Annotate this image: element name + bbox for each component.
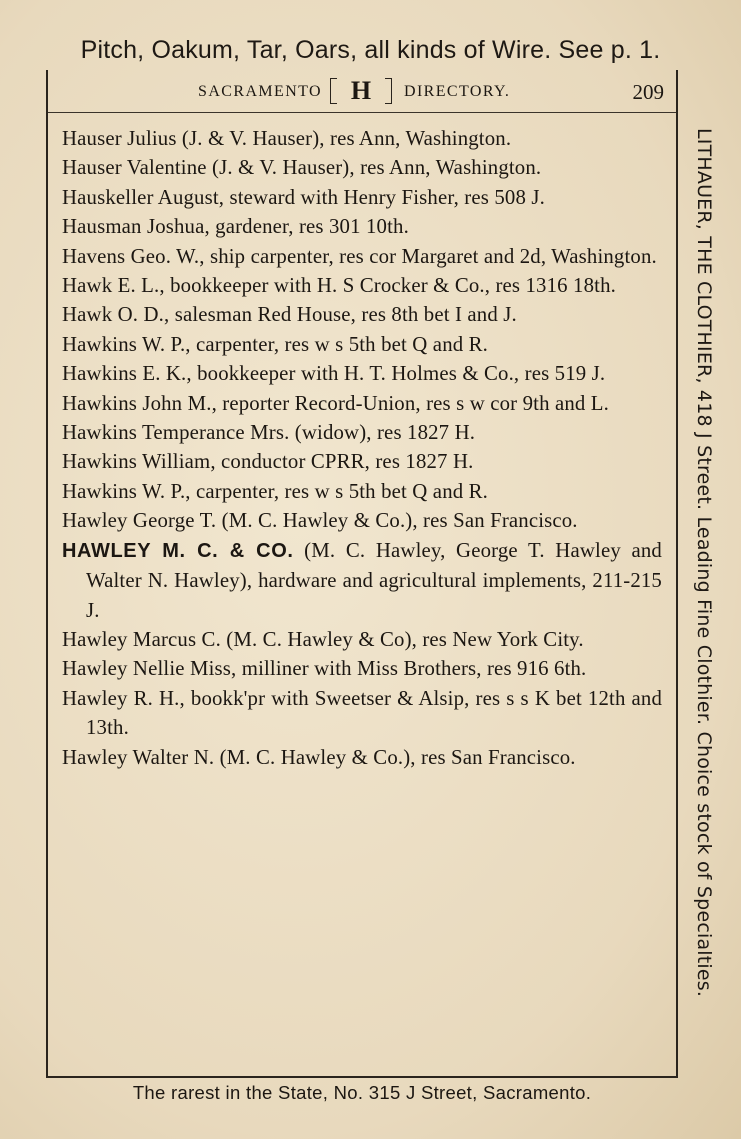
directory-entry: Hawkins Temperance Mrs. (widow), res 1827 H. — [62, 421, 476, 445]
header-city: SACRAMENTO — [198, 83, 322, 100]
directory-entry: Hawk E. L., bookkeeper with H. S Crocker & Co., res 1316 18th. — [62, 274, 616, 298]
frame-bottom-rule — [46, 1076, 678, 1078]
directory-entries — [62, 124, 662, 772]
frame-left-rule — [46, 70, 48, 1078]
header-section-letter: H — [330, 76, 392, 106]
header-rule — [48, 112, 676, 113]
directory-entry: Hawkins E. K., bookkeeper with H. T. Holmes & Co., res 519 J. — [62, 362, 606, 386]
directory-entry: Hawkins William, conductor CPRR, res 1827 H. — [62, 450, 474, 474]
directory-entry: Hawkins W. P., carpenter, res w s 5th bet Q and R. — [62, 332, 489, 356]
header-directory-label: DIRECTORY. — [404, 83, 511, 100]
directory-entry: Hawley R. H., bookk'pr with Sweetser & Alsip, res s s K bet 12th and 13th. — [62, 686, 662, 740]
directory-entry-featured — [62, 536, 662, 625]
featured-business-name: HAWLEY M. C. & CO. — [62, 539, 294, 562]
directory-entry: Hawley Nellie Miss, milliner with Miss Brothers, res 916 6th. — [62, 657, 587, 681]
directory-entry: Hauser Valentine (J. & V. Hauser), res Ann, Washington. — [62, 156, 542, 180]
bottom-advertisement: The rarest in the State, No. 315 J Street, Sacramento. — [132, 1082, 592, 1103]
directory-entry: Hawley George T. (M. C. Hawley & Co.), res San Francisco. — [62, 509, 578, 533]
directory-entry: Hawley Walter N. (M. C. Hawley & Co.), res San Francisco. — [62, 745, 576, 769]
directory-entry: Hauser Julius (J. & V. Hauser), res Ann, Washington. — [62, 127, 512, 150]
directory-entry: Hauskeller August, steward with Henry Fisher, res 508 J. — [62, 185, 545, 209]
directory-entry: Havens Geo. W., ship carpenter, res cor Margaret and 2d, Washington. — [62, 244, 657, 268]
directory-entry: Hawley Marcus C. (M. C. Hawley & Co), res New York City. — [62, 627, 584, 651]
top-advertisement: Pitch, Oakum, Tar, Oars, all kinds of Wire. See p. 1. — [80, 36, 661, 64]
frame-right-rule — [676, 70, 678, 1078]
side-advertisement: LITHAUER, THE CLOTHIER, 418 J Street. Leading Fine Clothier. Choice stock of Specialties. — [693, 128, 715, 998]
directory-entry: Hawkins John M., reporter Record-Union, res s w cor 9th and L. — [62, 391, 610, 415]
featured-entry-details: (M. C. Hawley, George T. Hawley and Walter N. Hawley), hardware and agricultural implements, 211-215 J. — [86, 538, 662, 622]
directory-entry: Hausman Joshua, gardener, res 301 10th. — [62, 215, 409, 239]
directory-entry: Hawkins W. P., carpenter, res w s 5th bet Q and R. — [62, 479, 489, 503]
page-number: 209 — [632, 80, 664, 104]
directory-entry: Hawk O. D., salesman Red House, res 8th bet I and J. — [62, 303, 517, 327]
